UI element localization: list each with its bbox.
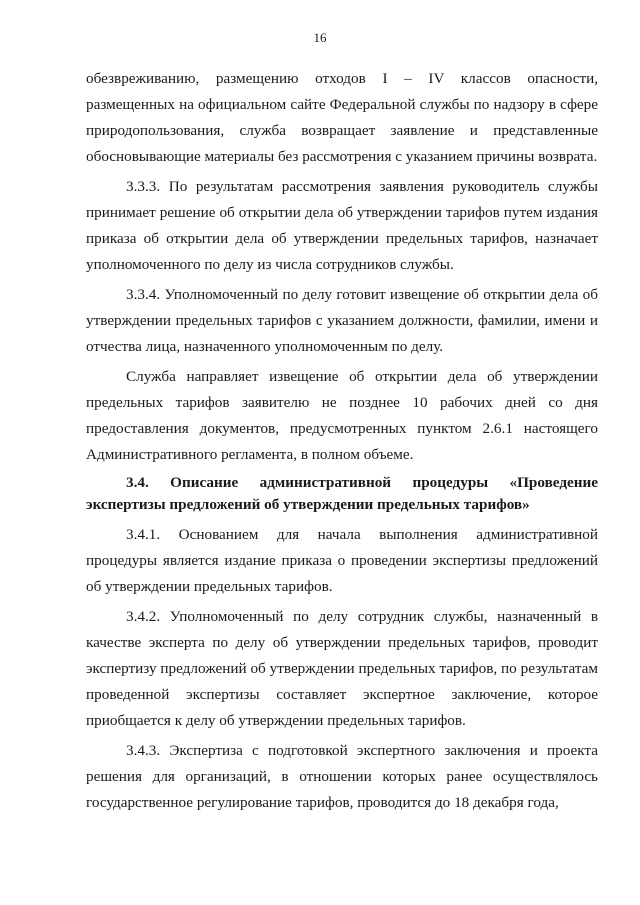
paragraph-notice-deadline: Служба направляет извещение об открытии дела об утверждении предельных тарифов заявителю не позднее 10 рабочих дней со дня предоставления документов, предусмотренных пунктом 2.6.1 настоящего Административного регламента, в полном объеме.	[86, 368, 598, 463]
paragraph-3-3-3: 3.3.3. По результатам рассмотрения заявления руководитель службы принимает решение об открытии дела об утверждении тарифов путем издания приказа об открытии дела об утверждении предельных тарифов, назначает уполномоченного по делу из числа сотрудников службы.	[86, 178, 598, 273]
paragraph-3-4-1: 3.4.1. Основанием для начала выполнения административной процедуры является издание приказа о проведении экспертизы предложений об утверждении предельных тарифов.	[86, 526, 598, 595]
paragraph-3-4-3: 3.4.3. Экспертиза с подготовкой экспертного заключения и проекта решения для организаций, в отношении которых ранее осуществлялось государственное регулирование тарифов, проводится до 18 декабря года,	[86, 742, 598, 811]
document-body	[86, 66, 598, 820]
page-number: 16	[313, 30, 327, 45]
paragraph-3-3-4: 3.3.4. Уполномоченный по делу готовит извещение об открытии дела об утверждении предельных тарифов с указанием должности, фамилии, имени и отчества лица, назначенного уполномоченным по делу.	[86, 286, 598, 355]
paragraph-3-4-2: 3.4.2. Уполномоченный по делу сотрудник службы, назначенный в качестве эксперта по делу об утверждении предельных тарифов, проводит экспертизу предложений об утверждении предельных тарифов, по результатам проведенной экспертизы составляет экспертное заключение, которое приобщается к делу об утверждении предельных тарифов.	[86, 608, 598, 729]
paragraph-returning-application: обезвреживанию, размещению отходов I – IV классов опасности, размещенных на официальном сайте Федеральной службы по надзору в сфере природопользования, служба возвращает заявление и представленные обосновывающие материалы без рассмотрения с указанием причины возврата.	[86, 70, 598, 165]
section-heading-3-4: 3.4. Описание административной процедуры «Проведение экспертизы предложений об утверждении предельных тарифов»	[86, 474, 598, 513]
